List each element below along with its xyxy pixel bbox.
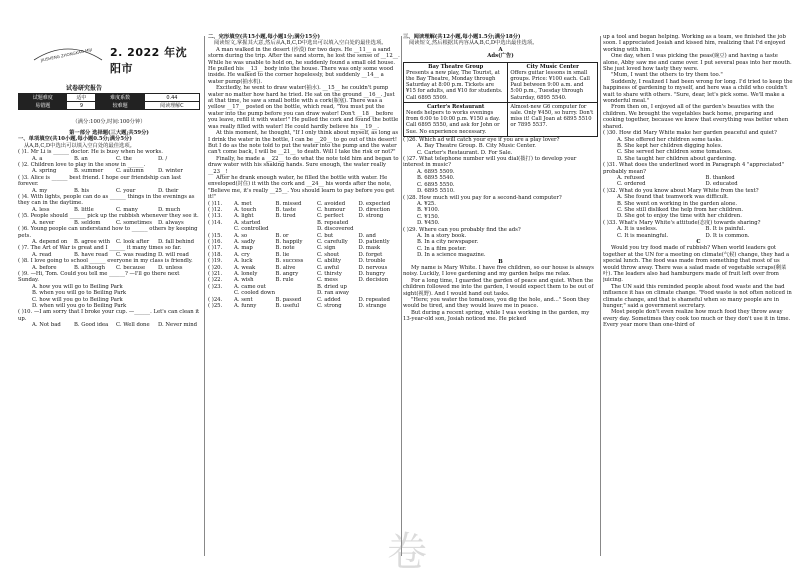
- question-number: ( )9.: [18, 271, 29, 277]
- option: C. autumn: [116, 168, 158, 174]
- question-stem: —Hi, Tom. Could you tell me ______? —I'll go there next Sunday.: [18, 271, 179, 283]
- question-text: [18, 271, 200, 284]
- option: D. their: [158, 188, 200, 194]
- question-text: [18, 226, 200, 239]
- question-stem: The Art of War is great and I ______ it many times so far.: [31, 245, 182, 251]
- cloze-option: D. expected: [359, 201, 401, 207]
- column-1: [0, 0, 200, 561]
- option: D. unless: [158, 265, 200, 271]
- cloze-option: A. map: [234, 245, 276, 251]
- cloze-option: B. happily: [276, 239, 318, 245]
- question-number: ( )10.: [18, 309, 32, 315]
- option: C. Carter's Restaurant. D. For Sale.: [403, 150, 598, 156]
- option: D. She got to enjoy the time with her children.: [603, 213, 794, 219]
- option: C. how will you go to Beiling Park: [18, 297, 200, 303]
- question-text: [18, 309, 200, 322]
- column-divider: [600, 36, 601, 556]
- column-divider: [204, 36, 205, 556]
- option: D. will read: [158, 252, 200, 258]
- option: A. never: [32, 220, 74, 226]
- report-key: 难度系数: [96, 94, 144, 102]
- cloze-option: ( )21.: [208, 271, 234, 277]
- cloze-option: B. alive: [276, 265, 318, 271]
- option: B. Good idea: [74, 322, 116, 328]
- option: C. your: [116, 188, 158, 194]
- question-item: [18, 226, 200, 245]
- option: C. She served her children some tomatoes.: [603, 149, 794, 155]
- question-stem: What telephone number will you dial(拨打) to develop your interest in music?: [403, 156, 576, 168]
- cloze-option: A. wish: [234, 277, 276, 283]
- passage-paragraph: But during a recent spring, while I was working in the garden, my 13-year-old son, Josiah noticed me. He picked: [403, 310, 598, 323]
- question-number: ( )29.: [403, 227, 417, 233]
- cloze-option: D. decision: [359, 277, 401, 283]
- passage-paragraph: "Here; you water the tomatoes, you dig the hole, and..." Soon they would be tired, and they would leave me in peace.: [403, 297, 598, 310]
- section-instructions: 从A,B,C,D中选出可以填入空白处的最佳选项。: [18, 143, 200, 149]
- cloze-options: [208, 201, 400, 310]
- ads-title: Ads(广告): [403, 53, 598, 59]
- cloze-option: C. strong: [317, 303, 359, 309]
- option: B. an: [74, 156, 116, 162]
- publisher-logo-stamp: [32, 40, 104, 64]
- title-area: [32, 36, 192, 70]
- question-stem: What's Mary White's attitude(态度) towards sharing?: [619, 220, 761, 226]
- cloze-option: B. tired: [276, 213, 318, 219]
- column-2: [208, 0, 400, 561]
- question-number: ( )5.: [18, 213, 29, 219]
- cloze-option: ( )11.: [208, 201, 234, 207]
- cloze-option: ( )14.: [208, 220, 234, 226]
- cloze-option: C. controlled: [234, 226, 276, 232]
- question-stem: How much will you pay for a second-hand computer?: [419, 195, 562, 201]
- ad-cell: [404, 102, 508, 136]
- passage-paragraph: From then on, I enjoyed all of the garden's beauties with the children. We brought the vegetables back home, preparing and cooking together, because we knew that everything was better when shared.: [603, 104, 794, 130]
- question-text: [403, 156, 598, 169]
- column-3: [403, 0, 598, 561]
- question-text: [603, 162, 794, 175]
- ad-title: City Music Center: [510, 64, 595, 70]
- cloze-option: C. mess: [317, 277, 359, 283]
- part-heading: 第一部分 选择题(三大题;共59分): [18, 130, 200, 136]
- option: A. She offered her children some tasks.: [603, 137, 794, 143]
- cloze-option: A. light: [234, 213, 276, 219]
- question-number: ( )8.: [18, 258, 29, 264]
- option: A. my: [32, 188, 74, 194]
- option: B. It is painful.: [706, 226, 794, 232]
- option: D. It is common.: [706, 233, 794, 239]
- option: D. /: [158, 156, 200, 162]
- page-title: 2. 2022 年沈阳市: [110, 44, 192, 76]
- question-stem: Young people can understand how to ______ others by keeping pets.: [18, 226, 198, 238]
- cloze-option: ( )17.: [208, 245, 234, 251]
- option: D. much: [158, 207, 200, 213]
- option: D. ¥450.: [403, 220, 598, 226]
- question-stem: How did Mary White make her garden peaceful and quiet?: [619, 130, 777, 136]
- cloze-option: C. cooled down: [234, 290, 276, 296]
- cloze-option: ( )23.: [208, 284, 234, 290]
- question-item: [603, 220, 794, 239]
- ad-text: Almost-new G6 computer for sale. Only ¥450, so hurry. Don't miss it! Call Joan at 6895 5510 or 7895 5537.: [510, 104, 595, 129]
- cloze-option: B. dried up: [317, 284, 359, 290]
- cloze-option: C. sign: [317, 245, 359, 251]
- section-instructions: 阅读短文,掌握其大意,然后从A,B,C,D中选出可以填入空白处的最佳选项。: [208, 40, 400, 46]
- cloze-option: B. note: [276, 245, 318, 251]
- ad-cell: [404, 62, 508, 102]
- option: B. although: [74, 265, 116, 271]
- cloze-option: A. sadly: [234, 239, 276, 245]
- question-number: ( )31.: [603, 162, 617, 168]
- passage-paragraph: Most people don't even realize how much food they throw away every day. Sometimes they cook too much or they don't use it in time. Every year more than one-third of: [603, 309, 794, 328]
- passage-b-continued: [603, 34, 794, 130]
- question-stem: —I am sorry that I broke your cup. —______. Let's can clean it up.: [18, 309, 199, 321]
- cloze-option: C. carefully: [317, 239, 359, 245]
- question-stem: Where can you probably find the ads?: [419, 227, 521, 233]
- option: B. seldom: [74, 220, 116, 226]
- cloze-option: B. success: [276, 258, 318, 264]
- cloze-option: D. discovered: [317, 226, 359, 232]
- option: B. She kept her children digging holes.: [603, 143, 794, 149]
- cloze-option: B. useful: [276, 303, 318, 309]
- question-item: [18, 258, 200, 271]
- cloze-option: B. passed: [276, 297, 318, 303]
- ad-cell: [508, 102, 598, 136]
- question-number: ( )33.: [603, 220, 617, 226]
- ad-cell: [508, 62, 598, 102]
- report-table: [18, 93, 200, 110]
- option: D. She taught her children about gardening.: [603, 156, 794, 162]
- report-key: 易错题: [19, 102, 67, 110]
- passage-c: [603, 245, 794, 328]
- section-1: [18, 130, 200, 329]
- cloze-option: B. taste: [276, 207, 318, 213]
- option: C. was reading: [116, 252, 158, 258]
- cloze-option: B. repeated: [317, 220, 359, 226]
- passage-paragraph: My name is Mary White. I have five children, so our house is always noisy. Luckily, I love gardening and my garden helps me relax.: [403, 265, 598, 278]
- column-divider: [401, 36, 402, 556]
- ads-table: [403, 62, 598, 137]
- option: A. She found that teamwork was difficult.: [603, 194, 794, 200]
- cloze-option: A. cry: [234, 252, 276, 258]
- option: A. spring: [32, 168, 74, 174]
- question-number: ( )28.: [403, 195, 417, 201]
- report-value: 9: [67, 102, 96, 110]
- cloze-option: ( )15.: [208, 233, 234, 239]
- option: B. agree with: [74, 239, 116, 245]
- report-value: 阅读理解C: [144, 102, 199, 110]
- cloze-option: ( )12.: [208, 207, 234, 213]
- option: C. ordered: [617, 181, 706, 187]
- cloze-option: C. perfect: [317, 213, 359, 219]
- option: C. She still disliked the help from her children.: [603, 207, 794, 213]
- option: A. In a story book.: [403, 233, 598, 239]
- question-stem: Children love to play in the snow in ______.: [31, 162, 146, 168]
- option: C. It is meaningful.: [617, 233, 706, 239]
- question-number: ( )7.: [18, 245, 29, 251]
- section-title: 三、阅读理解(共12小题,每小题1.5分;满分18分): [403, 34, 598, 40]
- cloze-paragraph: Finally, he made a __22__ to do what the note told him and began to draw water with his shaking hands. Sure enough, the water really __23__!: [208, 156, 400, 175]
- section-title: 二、完形填空(共15小题,每小题1分;满分15分): [208, 34, 400, 40]
- option: B. She went on working in the garden alone.: [603, 201, 794, 207]
- cloze-option: C. ability: [317, 258, 359, 264]
- cloze-option: C. added: [317, 297, 359, 303]
- cloze-paragraph: At this moment, he thought, "If I only think about myself, as long as I drink the water in the bottle, I can be __20__ to go out of this desert! But I do as the note told to put the water into the pump and the water can't come back, I will be __21__ to death. Will I take the risk or not?": [208, 130, 400, 156]
- option: D. fall behind: [158, 239, 200, 245]
- question-item: [18, 271, 200, 309]
- question-number: ( )32.: [603, 188, 617, 194]
- ad-title: Bay Theatre Group: [406, 64, 505, 70]
- question-number: ( )30.: [603, 130, 617, 136]
- question-item: [403, 195, 598, 227]
- cloze-option: B. lie: [276, 252, 318, 258]
- option: C. Well done: [116, 322, 158, 328]
- cloze-option: A. so: [234, 233, 276, 239]
- option: D. winter: [158, 168, 200, 174]
- cloze-option: C. shout: [317, 252, 359, 258]
- cloze-option: ( )19.: [208, 258, 234, 264]
- cloze-option: ( )24.: [208, 297, 234, 303]
- report-key: 较难题: [96, 102, 144, 110]
- svg-text:JIUSHENG ZHONGKAO MIJI: JIUSHENG ZHONGKAO MIJI: [39, 47, 92, 63]
- cloze-option: ( )16.: [208, 239, 234, 245]
- option: A. Not bad: [32, 322, 74, 328]
- question-number: ( )27.: [403, 156, 417, 162]
- cloze-option: D. strange: [359, 303, 401, 309]
- cloze-option: D. ran away: [317, 290, 359, 296]
- cloze-option: ( )22.: [208, 277, 234, 283]
- cloze-option: B. angry: [276, 271, 318, 277]
- passage-paragraph: The UN said this reminded people about food waste and the bad influence it has on climate change. "Food waste is not often noticed in climate change, and that is shameful when so many people are in hunger," said a government secretary.: [603, 284, 794, 310]
- option: C. ¥150.: [403, 214, 598, 220]
- cloze-option: D. hungry: [359, 271, 401, 277]
- option: B. summer: [74, 168, 116, 174]
- question-number: ( )26.: [403, 137, 417, 143]
- cloze-option: D. trouble: [359, 258, 401, 264]
- cloze-option: C. thirsty: [317, 271, 359, 277]
- question-number: ( )6.: [18, 226, 29, 232]
- cloze-option: B. missed: [276, 201, 318, 207]
- option: C. look after: [116, 239, 158, 245]
- question-stem: People should ______ pick up the rubbish whenever they see it.: [31, 213, 199, 219]
- question-stem: Alice is ______ best friend. I hope our friendship can last forever.: [18, 175, 181, 187]
- question-text: [18, 175, 200, 188]
- cloze-option: D. repeated: [359, 297, 401, 303]
- question-item: [603, 188, 794, 220]
- passage-paragraph: "Mum, I want the others to try them too.": [603, 72, 794, 78]
- cloze-option: D. forget: [359, 252, 401, 258]
- passage-c-label: C: [603, 239, 794, 245]
- column-4: [603, 0, 794, 561]
- cloze-option: C. humour: [317, 207, 359, 213]
- cloze-option: D. patiently: [359, 239, 401, 245]
- cloze-paragraph: A man walked in the desert (沙漠) for two days. He __11__ a sand storm during the trip. After the sand storm, he lost the sense of __12__. While he was unable to hold on, he suddenly found a small old house. He pulled his __13__ body into the house. There was only some wood inside. He walked to the corner hopelessly, but suddenly __14__ a water pump(抽水机).: [208, 47, 400, 85]
- section-instructions: 阅读短文,然后根据其内容从A,B,C,D中选出最佳选项。: [403, 40, 598, 46]
- cloze-paragraph: Excitedly, he went to draw water(抽水). __15__ he couldn't pump water no matter how hard he tried. He sat on the ground __16__. Just at that time, he saw a small bottle with a cork(瓶塞). There was a yellow __17__ posted on the bottle, which read, "You must put the water into the pump before you can draw water! Don't __18__ before you leave, refill it with water!" He pulled the cork and found the bottle was really filled with water! He could hardly believe his __19__.: [208, 85, 400, 130]
- question-list: [18, 149, 200, 328]
- report-value: 适中: [67, 94, 96, 102]
- option: C. sometimes: [116, 220, 158, 226]
- report-title: 试卷研究报告: [66, 83, 200, 92]
- question-number: ( )1.: [18, 149, 29, 155]
- option: D. always: [158, 220, 200, 226]
- report-row: [19, 102, 200, 110]
- cloze-option: A. funny: [234, 303, 276, 309]
- report-row: [19, 94, 200, 102]
- report-value: 0.44: [144, 94, 199, 102]
- question-item: [18, 149, 200, 162]
- option: A. refused: [617, 175, 706, 181]
- option: B. when you will go to Beiling Park: [18, 290, 200, 296]
- option: A. 6895 5509.: [403, 169, 598, 175]
- option: C. the: [116, 156, 158, 162]
- option: D. when will you go to Beiling Park: [18, 303, 200, 309]
- cloze-option: C. awful: [317, 265, 359, 271]
- cloze-option-row: [208, 303, 400, 309]
- ad-title: Carter's Restaurant: [406, 104, 505, 110]
- question-item: [18, 175, 200, 194]
- passage-paragraph: up a tool and began helping. Working as a team, we finished the job soon. I appreciated Josiah and kissed him, realizing that I'd enjoyed working with him.: [603, 34, 794, 53]
- cloze-option: A. touch: [234, 207, 276, 213]
- question-item: [18, 194, 200, 213]
- passage-paragraph: Would you try food made of rubbish? When world leaders got together at the UN for a meeting on climate(气候) change, they had a special lunch. The food was made from something that most of us would throw away. There was a salad made of vegetable scraps(剩菜叶). The leaders also had hamburgers made of fruit left over from juicing.: [603, 245, 794, 283]
- ad-text: Presents a new play, The Tourist, at the Bay Theatre, Monday through Saturday at 8:00 p.m. Tickets are ¥15 for adults, and ¥10 for students. Call 6895 5509.: [406, 70, 505, 101]
- option: D. 6895 5510.: [403, 188, 598, 194]
- option: C. because: [116, 265, 158, 271]
- cloze-option: A. weak: [234, 265, 276, 271]
- report-panel: [18, 83, 200, 110]
- option: B. In a city newspaper.: [403, 239, 598, 245]
- option: B. have read: [74, 252, 116, 258]
- report-key: 试题难度: [19, 94, 67, 102]
- cloze-option: D. and: [359, 233, 401, 239]
- option: A. before: [32, 265, 74, 271]
- question-item: [603, 130, 794, 162]
- option: B. 6895 5540.: [403, 175, 598, 181]
- passage-b: [403, 265, 598, 323]
- option: C. In a film poster.: [403, 246, 598, 252]
- passage-a-label: A: [403, 47, 598, 53]
- question-text: [603, 130, 794, 136]
- question-stem: Mr Li is ______ doctor. He is busy when he works.: [31, 149, 163, 155]
- option-row: [18, 322, 200, 328]
- option: A. ¥25.: [403, 201, 598, 207]
- option: B. his: [74, 188, 116, 194]
- cloze-option: D. direction: [359, 207, 401, 213]
- question-stem: Which ad will catch your eye if you are a play lover?: [419, 137, 559, 143]
- question-number: ( )2.: [18, 162, 29, 168]
- option: C. many: [116, 207, 158, 213]
- question-item: [403, 156, 598, 194]
- question-stem: What do you know about Mary White from the text?: [619, 188, 759, 194]
- cloze-option: A. luck: [234, 258, 276, 264]
- option: A. Bay Theatre Group. B. City Music Center.: [403, 143, 598, 149]
- cloze-option: A. came out: [234, 284, 276, 290]
- cloze-option: D. strong: [359, 213, 401, 219]
- question-item: [18, 245, 200, 258]
- option: C. 6895 5550.: [403, 182, 598, 188]
- cloze-option: D. nervous: [359, 265, 401, 271]
- cloze-paragraph: After he drank enough water, he filled the bottle with water. He enveloped(封住) it with the cork and __24__ his words after the note, "Believe me, it's really __25__. You should learn to pay before you get it!": [208, 175, 400, 201]
- reading-questions: [403, 137, 598, 259]
- section-title: 一、单项填空(共10小题,每小题0.5分;满分5分): [18, 136, 200, 142]
- question-stem: With lights, people can do as ______ things in the evenings as they can in the daytime.: [18, 194, 195, 206]
- option: B. little: [74, 207, 116, 213]
- passage-b-label: B: [403, 259, 598, 265]
- question-item: [403, 227, 598, 259]
- cloze-option: A. lonely: [234, 271, 276, 277]
- cloze-option: ( )18.: [208, 252, 234, 258]
- option: A. how you will go to Beiling Park: [18, 284, 200, 290]
- question-number: ( )4.: [18, 194, 29, 200]
- question-number: ( )3.: [18, 175, 29, 181]
- question-item: [18, 162, 200, 175]
- passage-paragraph: One day, when I was picking the peas(豌豆) and having a taste alone, Abby saw me and came over. I put several peas into her mouth. She just loved how tasty they were.: [603, 53, 794, 72]
- option: A. depend on: [32, 239, 74, 245]
- cloze-option: A. started: [234, 220, 276, 226]
- question-item: [18, 309, 200, 328]
- cloze-option: ( )20.: [208, 265, 234, 271]
- option: A. read: [32, 252, 74, 258]
- option: A. less: [32, 207, 74, 213]
- question-item: [403, 137, 598, 156]
- option: A. It is useless.: [617, 226, 706, 232]
- question-stem: What does the underlined word in Paragraph 4 "appreciated" probably mean?: [603, 162, 784, 174]
- ad-text: Needs helpers to works evenings from 6:00 to 10:00 p.m. ¥150 a day. Call 6895 5550, and ask for John or Sue. No experience necessary.: [406, 110, 505, 135]
- option: D. Never mind: [158, 322, 200, 328]
- question-item: [18, 213, 200, 226]
- exam-info: （满分:100分,时间:100分钟）: [18, 119, 200, 125]
- question-item: [603, 162, 794, 188]
- question-text: [18, 194, 200, 207]
- cloze-option: D. mask: [359, 245, 401, 251]
- cloze-option: B. or: [276, 233, 318, 239]
- option: B. ¥100.: [403, 207, 598, 213]
- cloze-option: A. met: [234, 201, 276, 207]
- cloze-option: C. but: [317, 233, 359, 239]
- passage-b-questions: [603, 130, 794, 239]
- passage-paragraph: Suddenly, I realized I had been wrong for long. I'd tried to keep the happiness of gardening to myself, and here was a child who couldn't wait to share with others. "Sure, dear, let's pick some. We'll make a wonderful meal.": [603, 79, 794, 105]
- cloze-option: B. rule: [276, 277, 318, 283]
- option: A. a: [32, 156, 74, 162]
- cloze-option: ( )13.: [208, 213, 234, 219]
- watermark: 卷: [387, 520, 427, 577]
- option: B. thanked: [706, 175, 794, 181]
- cloze-passage: [208, 47, 400, 201]
- cloze-option: ( )25.: [208, 303, 234, 309]
- cloze-option: A. sent: [234, 297, 276, 303]
- question-stem: I love going to school ______ everyone in my class is friendly.: [31, 258, 193, 264]
- cloze-option: C. avoided: [317, 201, 359, 207]
- passage-paragraph: For a long time, I guarded the garden of peace and quiet. When the children followed me into the garden, I would expect them to be out of sight(视野). And I would hand out tasks.: [403, 278, 598, 297]
- option: D. In a science magazine.: [403, 252, 598, 258]
- ad-text: Offers guitar lessons in small groups. Price: ¥100 each. Call Paul between 9:00 a.m. and 5:00 p.m., Tuesday through Saturday, 6895 5540.: [510, 70, 595, 101]
- option: D. educated: [706, 181, 794, 187]
